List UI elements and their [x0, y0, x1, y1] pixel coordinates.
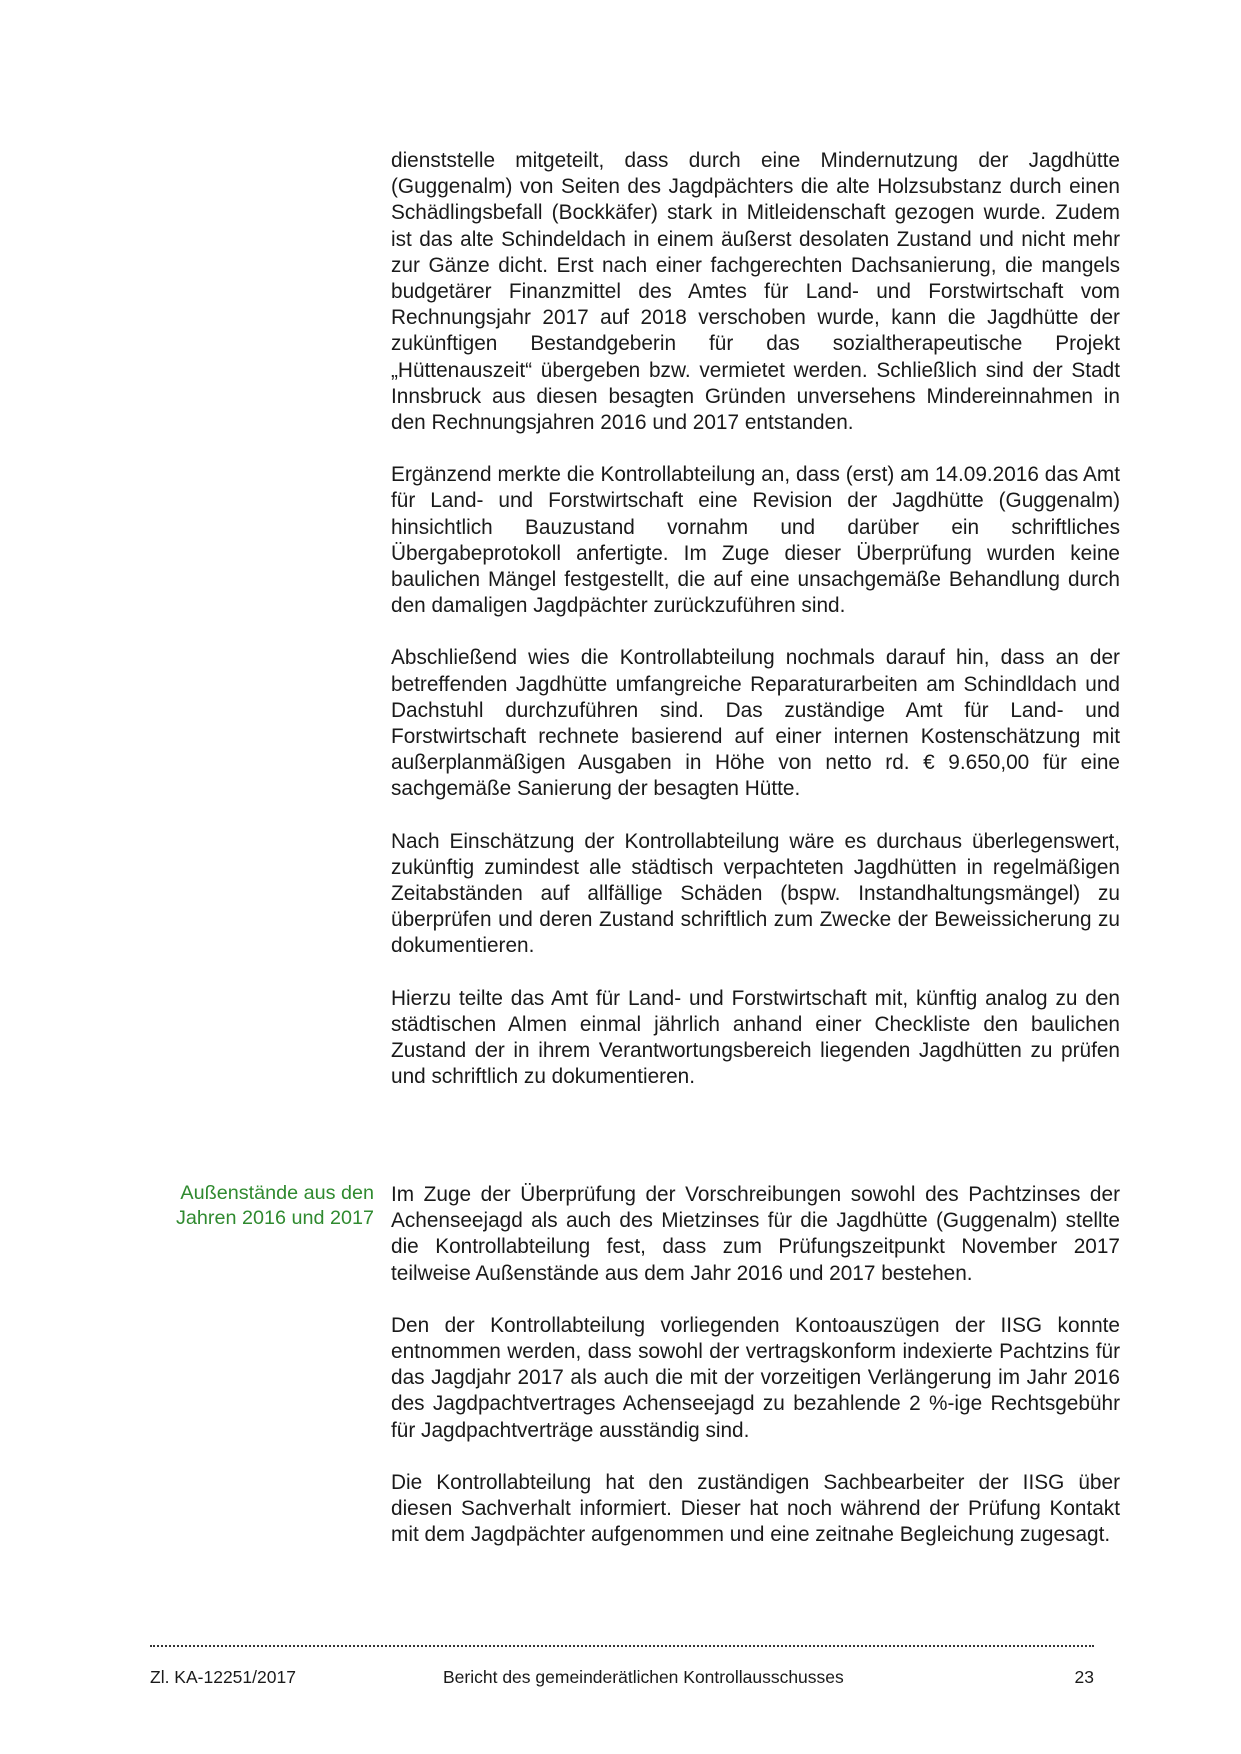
- paragraph: dienststelle mitgeteilt, dass durch eine Mindernutzung der Jagdhütte (Guggenalm) von Seiten des Jagdpächters die alte Holzsubstanz durch einen Schädlingsbefall (Bockkäfer) stark in Mitleidenschaft gezogen wurde. Zudem ist das alte Schindeldach in einem äußerst desolaten Zustand und nicht mehr zur Gänze dicht. Erst nach einer fachgerechten Dachsanierung, die mangels budgetärer Finanzmittel des Amtes für Land- und Forstwirtschaft vom Rechnungsjahr 2017 auf 2018 verschoben wurde, kann die Jagdhütte der zukünftigen Bestandgeberin für das sozialtherapeutische Projekt „Hüttenauszeit“ übergeben bzw. vermietet werden. Schließlich sind der Stadt Innsbruck aus diesen besagten Gründen unversehens Mindereinnahmen in den Rechnungsjahren 2016 und 2017 entstanden.: [391, 149, 1120, 435]
- outstanding-section: [391, 1182, 1120, 1548]
- document-reference: Zl. KA-12251/2017: [150, 1667, 296, 1687]
- margin-heading: [144, 1181, 374, 1231]
- report-title: Bericht des gemeinderätlichen Kontrollausschusses: [443, 1667, 844, 1687]
- paragraph: Ergänzend merkte die Kontrollabteilung an, dass (erst) am 14.09.2016 das Amt für Land- und Forstwirtschaft eine Revision der Jagdhütte (Guggenalm) hinsichtlich Bauzustand vornahm und darüber ein schriftliches Übergabeprotokoll anfertigte. Im Zuge dieser Überprüfung wurden keine baulichen Mängel festgestellt, die auf eine unsachgemäße Behandlung durch den damaligen Jagdpächter zurückzuführen sind.: [391, 463, 1120, 618]
- page-number: 23: [1074, 1667, 1094, 1687]
- paragraph: Die Kontrollabteilung hat den zuständigen Sachbearbeiter der IISG über diesen Sachverhalt informiert. Dieser hat noch während der Prüfung Kontakt mit dem Jagdpächter aufgenommen und eine zeitnahe Begleichung zugesagt.: [391, 1470, 1120, 1547]
- paragraph: Hierzu teilte das Amt für Land- und Forstwirtschaft mit, künftig analog zu den städtischen Almen einmal jährlich anhand einer Checkliste den baulichen Zustand der in ihrem Verantwortungsbereich liegenden Jagdhütten zu prüfen und schriftlich zu dokumentieren.: [391, 986, 1120, 1089]
- margin-heading-line: Außenstände aus den: [180, 1182, 374, 1204]
- paragraph: Nach Einschätzung der Kontrollabteilung wäre es durchaus überlegenswert, zukünftig zumindest alle städtisch verpachteten Jagdhütten in regelmäßigen Zeitabständen auf allfällige Schäden (bspw. Instandhaltungsmängel) zu überprüfen und deren Zustand schriftlich zum Zwecke der Beweissicherung zu dokumentieren.: [391, 829, 1120, 958]
- paragraph: Im Zuge der Überprüfung der Vorschreibungen sowohl des Pachtzinses der Achenseejagd als auch des Mietzinses für die Jagdhütte (Guggenalm) stellte die Kontrollabteilung fest, dass zum Prüfungszeitpunkt November 2017 teilweise Außenstände aus dem Jahr 2016 und 2017 bestehen.: [391, 1183, 1120, 1285]
- footer-divider: [150, 1645, 1094, 1647]
- margin-heading-line: Jahren 2016 und 2017: [176, 1207, 374, 1229]
- main-section: [391, 148, 1120, 1091]
- paragraph: Abschließend wies die Kontrollabteilung nochmals darauf hin, dass an der betreffenden Jagdhütte umfangreiche Reparaturarbeiten am Schindldach und Dachstuhl durchzuführen sind. Das zuständige Amt für Land- und Forstwirtschaft rechnete basierend auf einer internen Kostenschätzung mit außerplanmäßigen Ausgaben in Höhe von netto rd. € 9.650,00 für eine sachgemäße Sanierung der besagten Hütte.: [391, 646, 1120, 801]
- paragraph: Den der Kontrollabteilung vorliegenden Kontoauszügen der IISG konnte entnommen werden, dass sowohl der vertragskonform indexierte Pachtzins für das Jagdjahr 2017 als auch die mit der vorzeitigen Verlängerung im Jahr 2016 des Jagdpachtvertrages Achenseejagd zu bezahlende 2 %-ige Rechtsgebühr für Jagdpachtverträge ausständig sind.: [391, 1313, 1120, 1442]
